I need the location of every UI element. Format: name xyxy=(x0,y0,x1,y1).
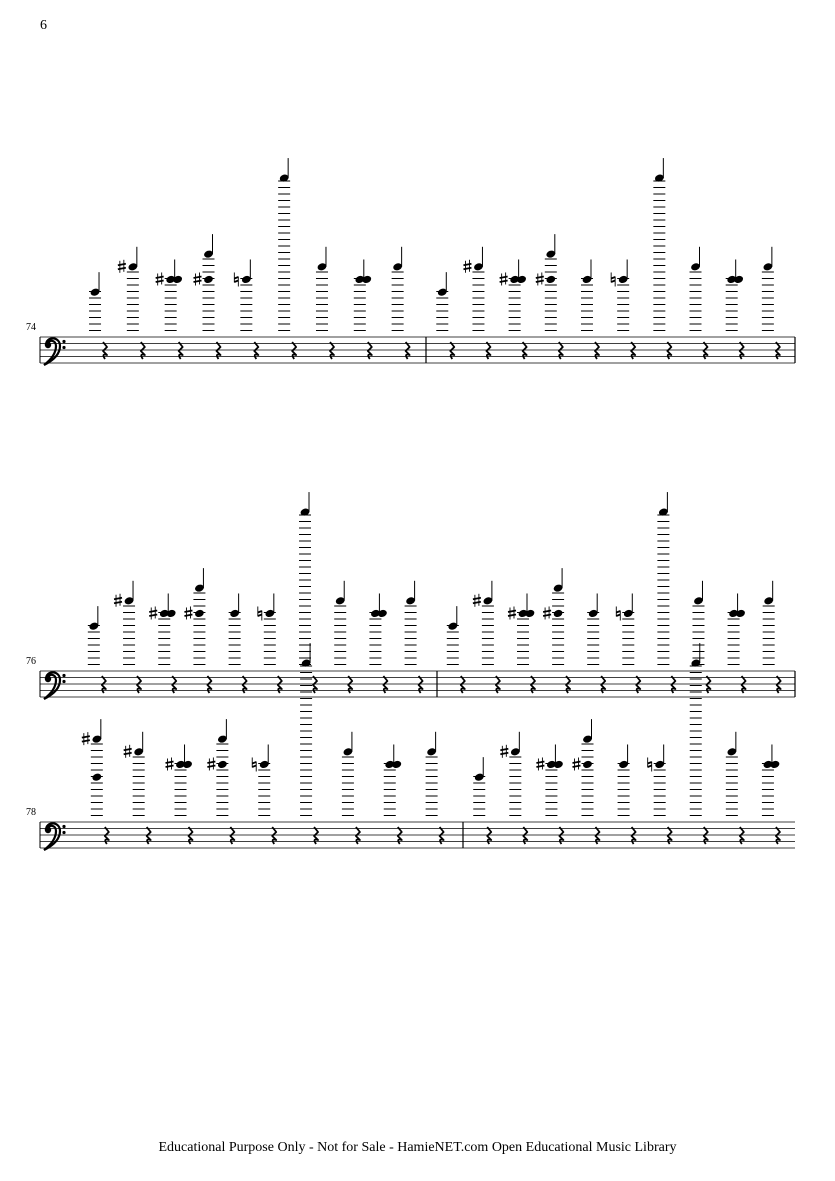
note-event xyxy=(252,744,276,844)
natural-icon xyxy=(616,606,620,620)
sharp-icon xyxy=(473,594,481,607)
measure-number: 78 xyxy=(26,807,36,818)
note-head xyxy=(194,609,205,618)
sharp-icon xyxy=(149,606,157,619)
note-event xyxy=(728,593,746,693)
note-event xyxy=(473,581,500,693)
note-event xyxy=(726,732,744,844)
staff-system xyxy=(0,0,835,400)
note-event xyxy=(508,593,535,693)
note-event xyxy=(166,744,193,844)
natural-icon xyxy=(258,606,262,620)
note-event xyxy=(300,643,318,844)
note-event xyxy=(762,744,780,844)
sharp-icon xyxy=(207,757,215,770)
sharp-icon xyxy=(543,606,551,619)
note-event xyxy=(473,757,491,844)
sharp-icon xyxy=(508,606,516,619)
note-head xyxy=(525,609,536,618)
note-event xyxy=(573,719,600,844)
note-head xyxy=(582,760,593,769)
note-event xyxy=(690,643,708,844)
note-event xyxy=(692,581,710,693)
sharp-icon xyxy=(114,594,122,607)
note-head xyxy=(217,760,228,769)
note-event xyxy=(124,732,151,844)
sharp-icon xyxy=(184,606,192,619)
note-event xyxy=(587,593,605,693)
footer-text: Educational Purpose Only - Not for Sale - HamieNET.com Open Educational Music Library xyxy=(158,1140,677,1155)
note-event xyxy=(384,744,402,844)
measure-number: 76 xyxy=(26,656,36,667)
note-event xyxy=(405,581,423,693)
note-event xyxy=(426,732,444,844)
note-head xyxy=(182,760,193,769)
note-event xyxy=(114,581,141,693)
measure-number: 74 xyxy=(26,322,36,333)
note-event xyxy=(447,606,465,693)
page-number: 6 xyxy=(40,18,47,33)
note-event xyxy=(369,593,387,693)
sharp-icon xyxy=(536,757,544,770)
note-event xyxy=(82,719,109,844)
note-event xyxy=(88,606,106,693)
note-event xyxy=(763,581,781,693)
bass-clef-icon xyxy=(44,823,66,850)
note-event xyxy=(536,744,563,844)
note-event xyxy=(648,744,672,844)
note-head xyxy=(377,609,388,618)
note-event xyxy=(207,719,234,844)
note-head xyxy=(391,760,402,769)
note-event xyxy=(500,732,527,844)
sharp-icon xyxy=(500,745,508,758)
note-event xyxy=(184,568,211,693)
natural-icon xyxy=(252,757,256,771)
note-head xyxy=(735,609,746,618)
note-event xyxy=(334,581,352,693)
note-event xyxy=(657,492,675,693)
note-head xyxy=(91,772,102,781)
note-event xyxy=(616,593,640,693)
note-head xyxy=(553,760,564,769)
sharp-icon xyxy=(124,745,132,758)
note-head xyxy=(770,760,781,769)
note-event xyxy=(342,732,360,844)
note-event xyxy=(229,593,247,693)
sharp-icon xyxy=(166,757,174,770)
note-head xyxy=(166,609,177,618)
note-event xyxy=(618,744,636,844)
sharp-icon xyxy=(82,732,90,745)
note-head xyxy=(553,609,564,618)
bass-clef-icon xyxy=(44,672,66,699)
natural-icon xyxy=(648,757,652,771)
note-event xyxy=(543,568,570,693)
staff xyxy=(40,492,795,699)
sharp-icon xyxy=(573,757,581,770)
note-event xyxy=(258,593,282,693)
staff xyxy=(40,643,795,850)
note-event xyxy=(149,593,176,693)
